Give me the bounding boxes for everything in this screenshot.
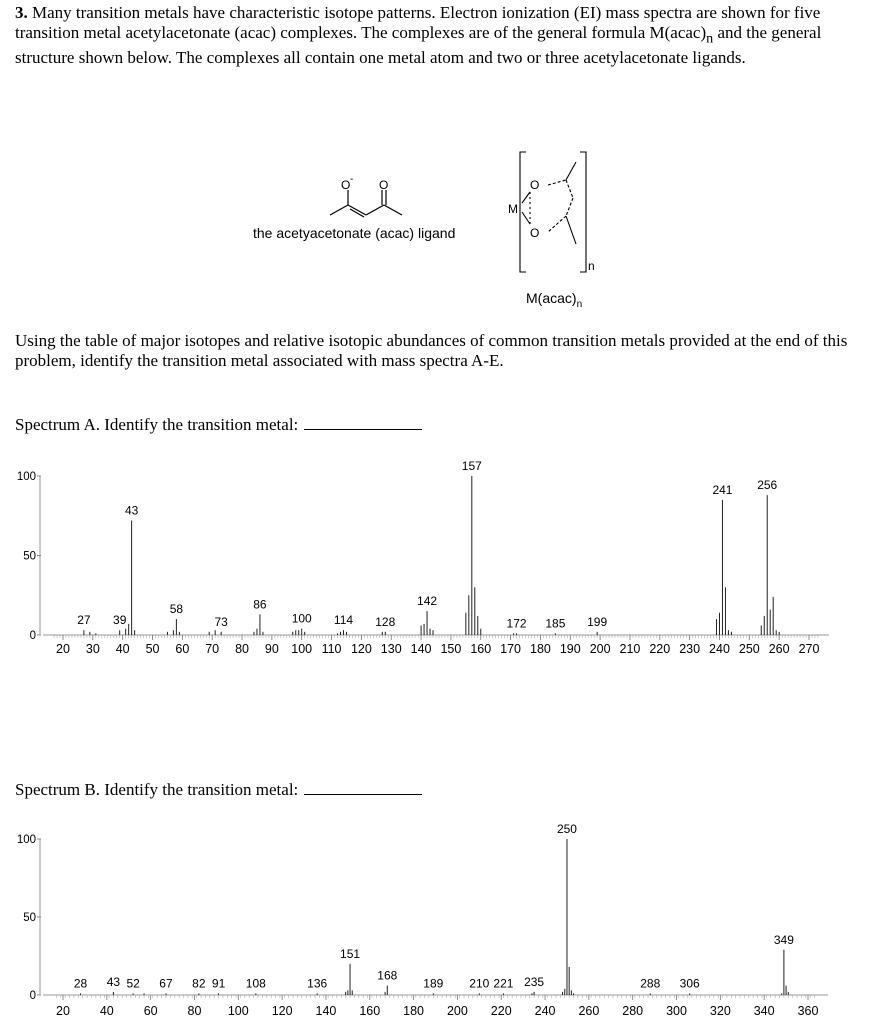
ligand-caption: the acetyacetonate (acac) ligand <box>253 225 456 241</box>
spectrum-b-x-tick-label: 160 <box>359 1004 381 1018</box>
spectrum-a-x-tick-label: 20 <box>56 642 70 656</box>
ligand-o: O <box>379 178 389 192</box>
spectrum-a-peak-label: 58 <box>169 602 184 617</box>
spectrum-a-x-tick-label: 50 <box>145 642 160 656</box>
spectrum-a-x-tick-label: 200 <box>589 642 611 656</box>
complex-caption <box>526 290 582 310</box>
spectrum-b-peak-label: 349 <box>773 932 794 947</box>
spectrum-b-x-tick-label: 340 <box>753 1004 775 1018</box>
spectrum-a-x-tick-label: 70 <box>205 642 220 656</box>
ligand-minus-sign: - <box>350 174 354 185</box>
spectrum-a-x-tick-label: 80 <box>235 642 249 656</box>
spectrum-b-y-tick-label: 0 <box>29 990 36 1002</box>
spectrum-a-x-tick-label: 100 <box>291 642 313 656</box>
spectrum-b-chart <box>0 820 870 1024</box>
spectrum-a-y-tick-label: 100 <box>16 471 36 483</box>
intro-text-2: and the general structure shown below. The complexes all contain one metal atom and two or three acetylacetonate ligands. <box>15 23 822 68</box>
complex-drawing <box>520 152 586 272</box>
spectrum-b-peak-label: 235 <box>524 974 545 989</box>
spectrum-a-peak-label: 39 <box>113 613 127 628</box>
spectrum-a-x-tick-label: 110 <box>321 642 342 656</box>
spectrum-a-peak-label: 100 <box>291 611 312 626</box>
spectrum-a-x-tick-label: 210 <box>619 642 641 656</box>
spectrum-b-peak-label: 210 <box>469 976 490 991</box>
spectrum-a-peak-label: 73 <box>214 614 228 629</box>
spectrum-a-peak-label: 86 <box>253 597 267 612</box>
spectrum-a-x-tick-label: 230 <box>679 642 701 656</box>
spectrum-b-peak-label: 82 <box>192 976 206 991</box>
spectrum-b-y-tick-label: 100 <box>16 834 36 846</box>
complex-caption-main: M(acac) <box>526 290 577 306</box>
spectrum-b-peak-label: 168 <box>377 968 398 983</box>
spectrum-b-answer-blank[interactable] <box>304 780 422 795</box>
spectrum-a-chart <box>0 455 870 665</box>
complex-o-bottom: O <box>530 226 540 240</box>
spectrum-a-x-tick-label: 250 <box>738 642 760 656</box>
spectrum-b-x-tick-label: 120 <box>271 1004 293 1018</box>
spectrum-b-x-tick-label: 40 <box>99 1004 114 1018</box>
spectrum-b-x-tick-label: 180 <box>403 1004 425 1018</box>
spectrum-b-peak-label: 221 <box>493 976 514 991</box>
spectrum-a-x-tick-label: 190 <box>559 642 581 656</box>
spectrum-a-peak-label: 114 <box>333 613 354 628</box>
spectrum-b-x-tick-label: 140 <box>315 1004 337 1018</box>
spectrum-b-x-tick-label: 200 <box>446 1004 468 1018</box>
spectrum-a-x-tick-label: 150 <box>440 642 462 656</box>
spectrum-b-x-tick-label: 300 <box>666 1004 687 1018</box>
spectrum-b-peak-label: 43 <box>106 974 121 989</box>
spectrum-a-x-tick-label: 140 <box>410 642 432 656</box>
spectrum-a-answer-blank[interactable] <box>304 415 422 430</box>
spectrum-a-peak-label: 142 <box>417 594 438 609</box>
problem-intro <box>15 3 865 68</box>
spectrum-b-peak-label: 91 <box>211 976 226 991</box>
spectrum-a-prompt-text: Spectrum A. Identify the transition metal: <box>15 415 299 434</box>
ligand-o-minus: O <box>341 178 351 192</box>
spectrum-b-peak-label: 108 <box>245 976 266 991</box>
acac-structures <box>240 140 620 315</box>
spectrum-b-x-tick-label: 240 <box>534 1004 556 1018</box>
spectrum-a-x-tick-label: 180 <box>530 642 551 656</box>
spectrum-b-x-tick-label: 220 <box>490 1004 512 1018</box>
spectrum-a-peak-label: 199 <box>587 614 608 629</box>
spectrum-a-peak-label: 256 <box>757 478 778 493</box>
complex-subscript-n: n <box>588 259 595 273</box>
spectrum-a-x-tick-label: 130 <box>380 642 402 656</box>
intro-text-1: Many transition metals have characteristic isotope patterns. Electron ionization (EI) mass spectra are shown for five transition metal acetylacetonate (acac) complexes. The complexes are of the general formula M(acac) <box>15 3 821 42</box>
instructions: Using the table of major isotopes and relative isotopic abundances of common transition metals provided at the end of this problem, identify the transition metal associated with mass spectra A-E. <box>15 331 848 370</box>
spectrum-b-peak-label: 136 <box>307 976 328 991</box>
spectrum-b-prompt-text: Spectrum B. Identify the transition metal: <box>15 780 299 799</box>
spectrum-a-peak-label: 128 <box>375 614 396 629</box>
spectrum-b-x-tick-label: 20 <box>56 1004 70 1018</box>
spectrum-a-x-tick-label: 170 <box>500 642 522 656</box>
spectrum-a-x-tick-label: 120 <box>350 642 372 656</box>
spectrum-b-peak-label: 52 <box>126 976 140 991</box>
spectrum-b-x-tick-label: 260 <box>578 1004 600 1018</box>
complex-o-top: O <box>530 178 540 192</box>
spectrum-a-y-tick-label: 0 <box>29 630 36 642</box>
acac-ligand-drawing <box>330 190 402 217</box>
spectrum-b-x-tick-label: 60 <box>143 1004 158 1018</box>
spectrum-a-prompt <box>15 415 422 435</box>
spectrum-a-x-tick-label: 260 <box>768 642 790 656</box>
complex-caption-sub: n <box>576 299 583 310</box>
spectrum-a-peak-label: 27 <box>77 613 91 628</box>
intro-subscript-n: n <box>706 30 714 47</box>
complex-metal-m: M <box>508 202 518 216</box>
spectrum-a-x-tick-label: 60 <box>175 642 190 656</box>
spectrum-b-x-tick-label: 280 <box>622 1004 644 1018</box>
spectrum-b-peak-label: 28 <box>73 976 88 991</box>
spectrum-a-peak-label: 43 <box>124 503 139 518</box>
spectrum-b-x-tick-label: 320 <box>709 1004 731 1018</box>
spectrum-b-peak-label: 306 <box>679 976 700 991</box>
spectrum-b-peak-label: 67 <box>159 976 173 991</box>
spectrum-a-x-tick-label: 240 <box>709 642 730 656</box>
spectrum-b-peak-label: 250 <box>556 822 577 836</box>
spectrum-b-y-tick-label: 50 <box>23 912 36 924</box>
spectrum-b-peak-label: 288 <box>640 976 661 991</box>
spectrum-b-peak-label: 151 <box>340 946 361 961</box>
spectrum-a-peak-label: 172 <box>506 616 527 631</box>
spectrum-a-peak-label: 185 <box>545 616 566 631</box>
spectrum-a-x-tick-label: 160 <box>470 642 492 656</box>
spectrum-a-y-tick-label: 50 <box>23 550 36 563</box>
spectrum-a-peak-label: 157 <box>461 459 482 473</box>
spectrum-b-x-tick-label: 100 <box>227 1004 249 1018</box>
spectrum-a-x-tick-label: 30 <box>85 642 100 656</box>
spectrum-b-peak-label: 189 <box>423 976 444 991</box>
spectrum-b-x-tick-label: 80 <box>187 1004 202 1018</box>
problem-number: 3. <box>15 3 28 22</box>
spectrum-a-x-tick-label: 90 <box>264 642 279 656</box>
spectrum-a-x-tick-label: 270 <box>798 642 820 656</box>
spectrum-a-x-tick-label: 220 <box>649 642 671 656</box>
spectrum-b-x-tick-label: 360 <box>797 1004 819 1018</box>
spectrum-a-peak-label: 241 <box>712 482 733 497</box>
spectrum-b-prompt <box>15 780 422 800</box>
spectrum-a-x-tick-label: 40 <box>115 642 130 656</box>
